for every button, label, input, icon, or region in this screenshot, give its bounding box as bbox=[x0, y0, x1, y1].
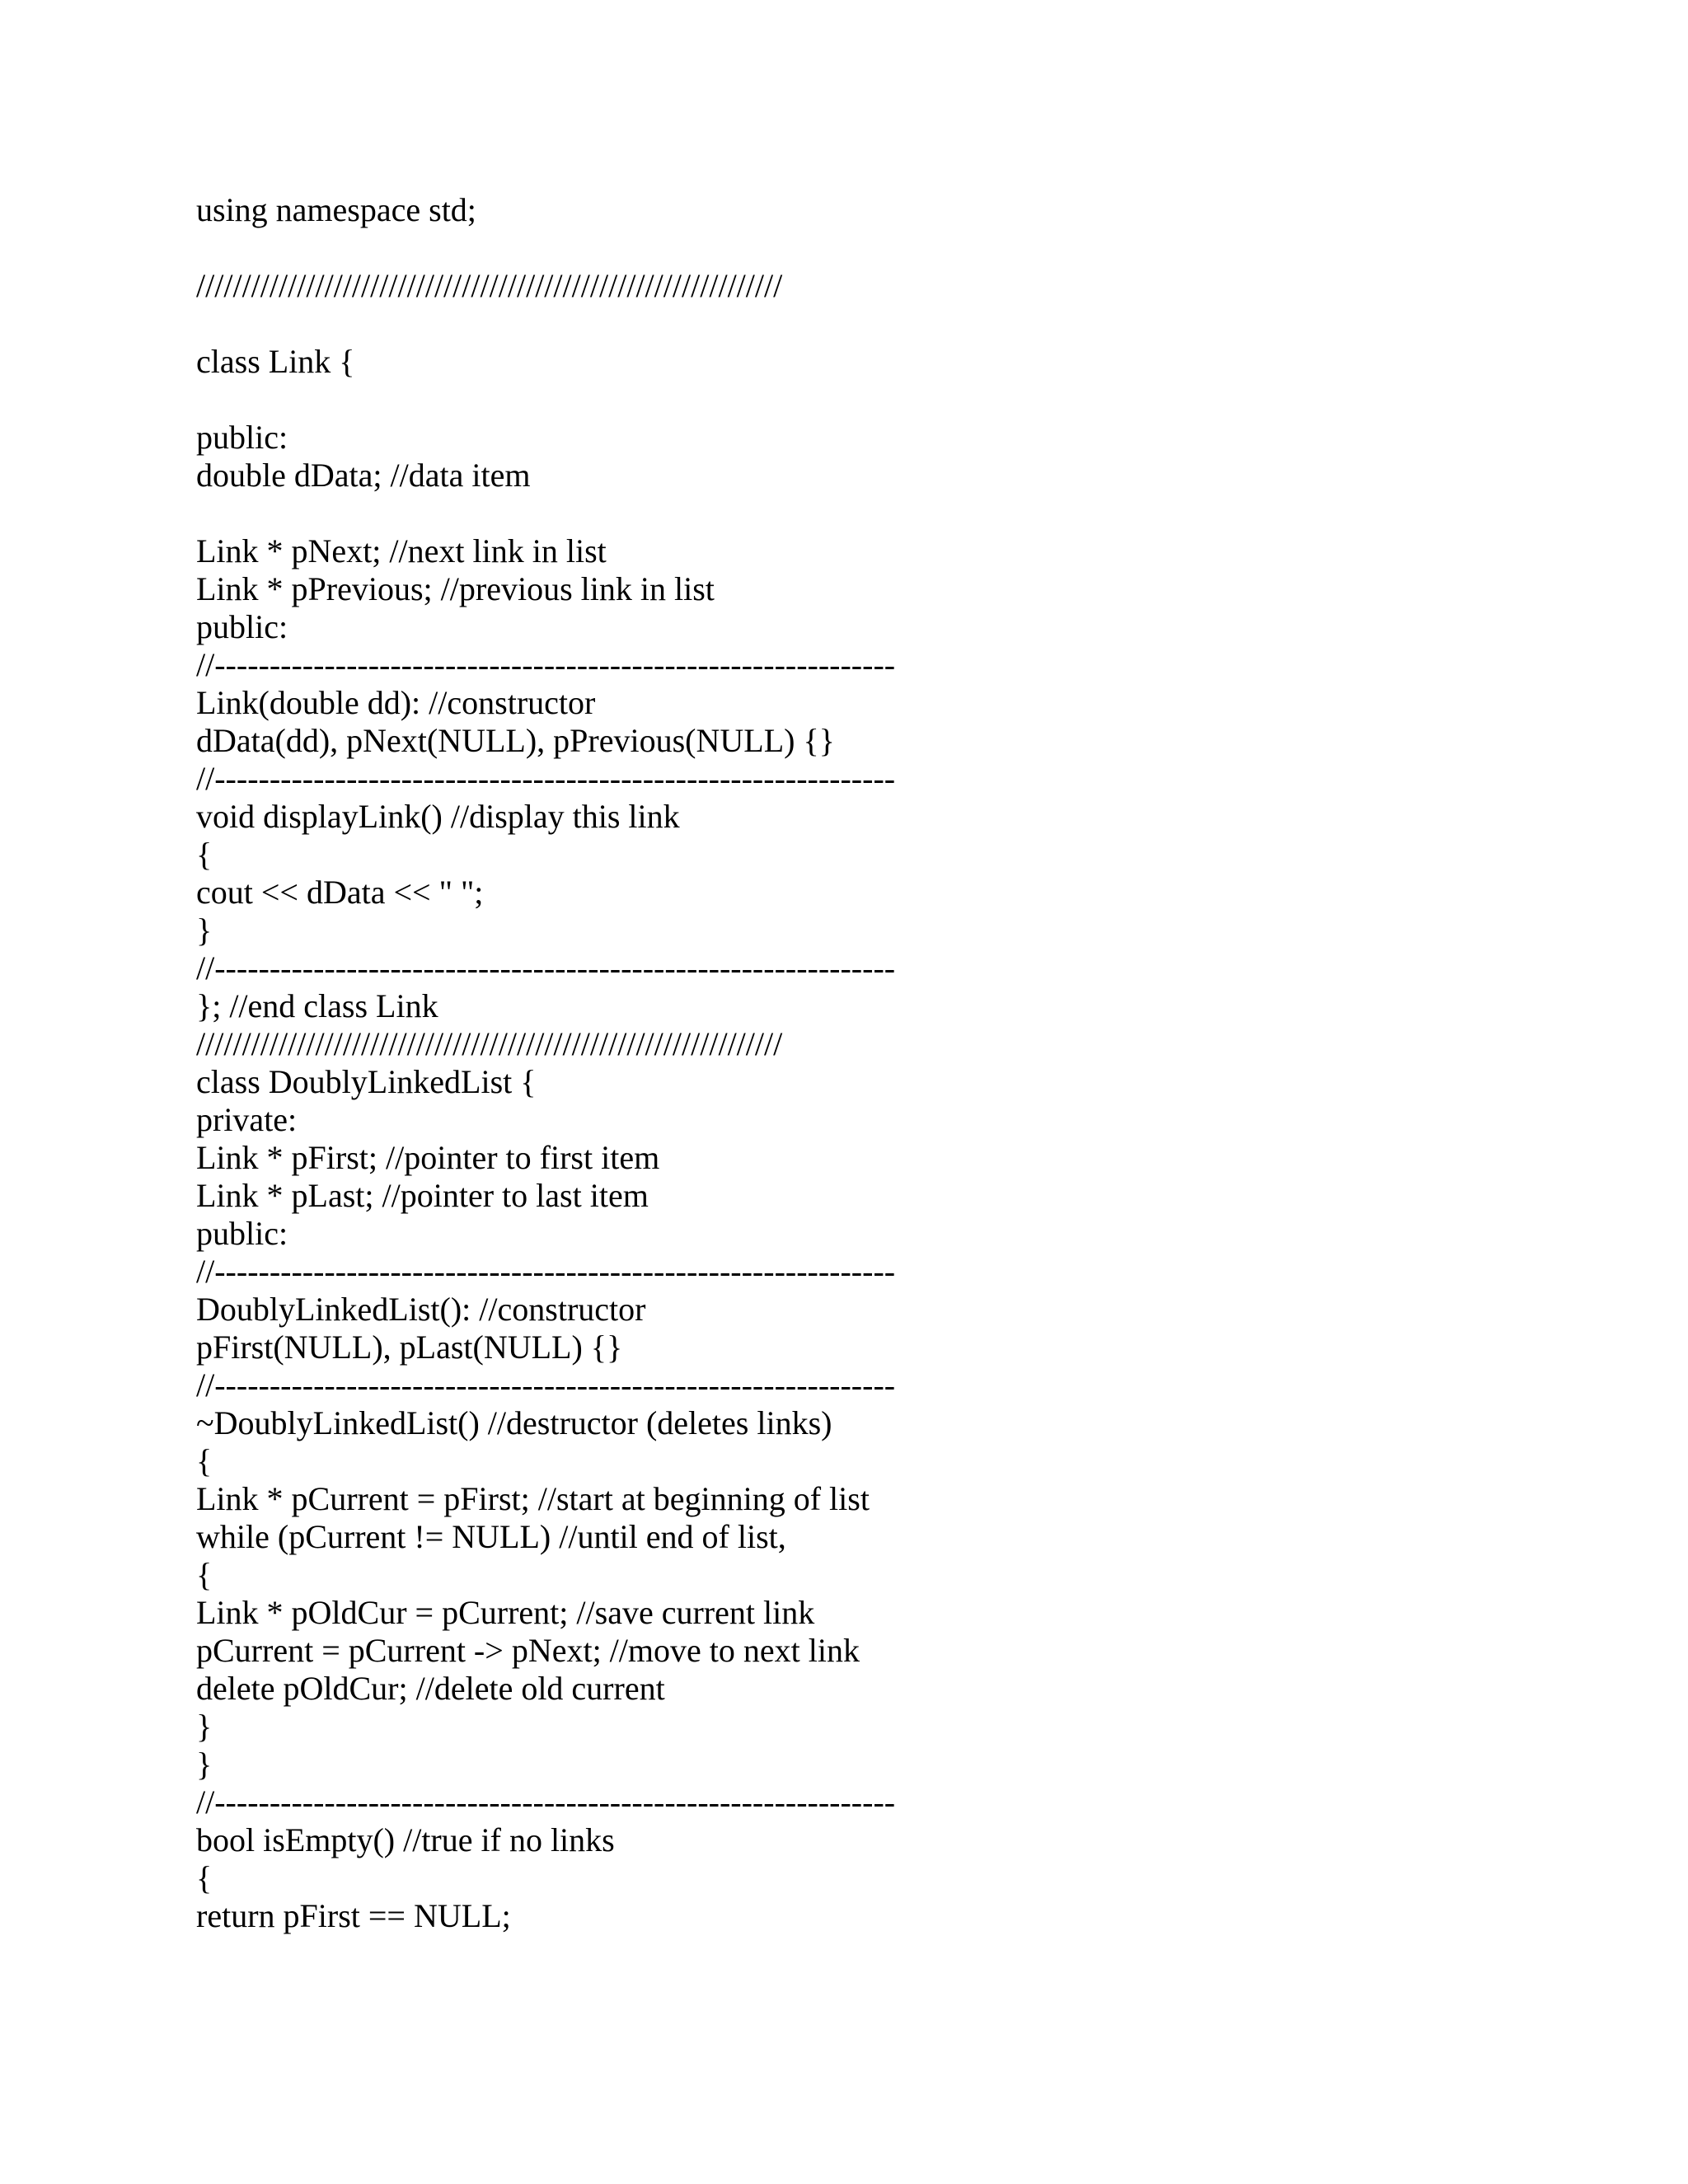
blank-line bbox=[196, 381, 1432, 419]
code-line: private: bbox=[196, 1101, 298, 1138]
code-line: public: bbox=[196, 1215, 288, 1252]
blank-line bbox=[196, 229, 1432, 267]
code-line: Link * pOldCur = pCurrent; //save current link bbox=[196, 1594, 815, 1631]
code-line: pCurrent = pCurrent -> pNext; //move to next link bbox=[196, 1632, 860, 1669]
code-line: Link * pLast; //pointer to last item bbox=[196, 1177, 649, 1214]
code-line: cout << dData << " "; bbox=[196, 874, 484, 911]
code-line: Link * pNext; //next link in list bbox=[196, 532, 607, 569]
code-line: delete pOldCur; //delete old current bbox=[196, 1670, 665, 1707]
separator-comment: //-------------------------------------------------------------- bbox=[196, 949, 896, 987]
code-line: bool isEmpty() //true if no links bbox=[196, 1821, 615, 1858]
code-line: while (pCurrent != NULL) //until end of list, bbox=[196, 1518, 786, 1555]
separator-comment: //-------------------------------------------------------------- bbox=[196, 1253, 896, 1290]
code-line: }; //end class Link bbox=[196, 987, 438, 1024]
code-line: class Link { bbox=[196, 343, 355, 380]
code-line: return pFirst == NULL; bbox=[196, 1897, 511, 1934]
code-line: ~DoublyLinkedList() //destructor (deletes links) bbox=[196, 1404, 832, 1441]
separator-comment: //////////////////////////////////////////////////////////////// bbox=[196, 1025, 783, 1062]
code-line: Link * pFirst; //pointer to first item bbox=[196, 1139, 660, 1176]
separator-comment: //-------------------------------------------------------------- bbox=[196, 760, 896, 797]
code-listing bbox=[196, 191, 1432, 1935]
code-line: DoublyLinkedList(): //constructor bbox=[196, 1291, 646, 1328]
code-line: Link * pPrevious; //previous link in list bbox=[196, 570, 715, 607]
code-line: public: bbox=[196, 608, 288, 645]
blank-line bbox=[196, 494, 1432, 532]
code-line: double dData; //data item bbox=[196, 457, 531, 494]
code-line: public: bbox=[196, 419, 288, 456]
separator-comment: //////////////////////////////////////////////////////////////// bbox=[196, 267, 783, 304]
code-line: { bbox=[196, 1859, 213, 1896]
code-line: } bbox=[196, 1746, 213, 1783]
separator-comment: //-------------------------------------------------------------- bbox=[196, 1783, 896, 1821]
code-line: dData(dd), pNext(NULL), pPrevious(NULL) {} bbox=[196, 722, 835, 759]
code-line: pFirst(NULL), pLast(NULL) {} bbox=[196, 1329, 623, 1366]
code-line: { bbox=[196, 836, 213, 873]
code-line: using namespace std; bbox=[196, 191, 476, 228]
blank-line bbox=[196, 305, 1432, 343]
code-line: Link(double dd): //constructor bbox=[196, 684, 596, 721]
code-line: void displayLink() //display this link bbox=[196, 798, 680, 835]
code-line: Link * pCurrent = pFirst; //start at beginning of list bbox=[196, 1480, 870, 1517]
code-line: { bbox=[196, 1556, 213, 1593]
code-line: } bbox=[196, 912, 213, 949]
separator-comment: //-------------------------------------------------------------- bbox=[196, 1366, 896, 1404]
separator-comment: //-------------------------------------------------------------- bbox=[196, 646, 896, 683]
code-line: } bbox=[196, 1708, 213, 1745]
code-line: class DoublyLinkedList { bbox=[196, 1063, 537, 1100]
code-line: { bbox=[196, 1442, 213, 1479]
